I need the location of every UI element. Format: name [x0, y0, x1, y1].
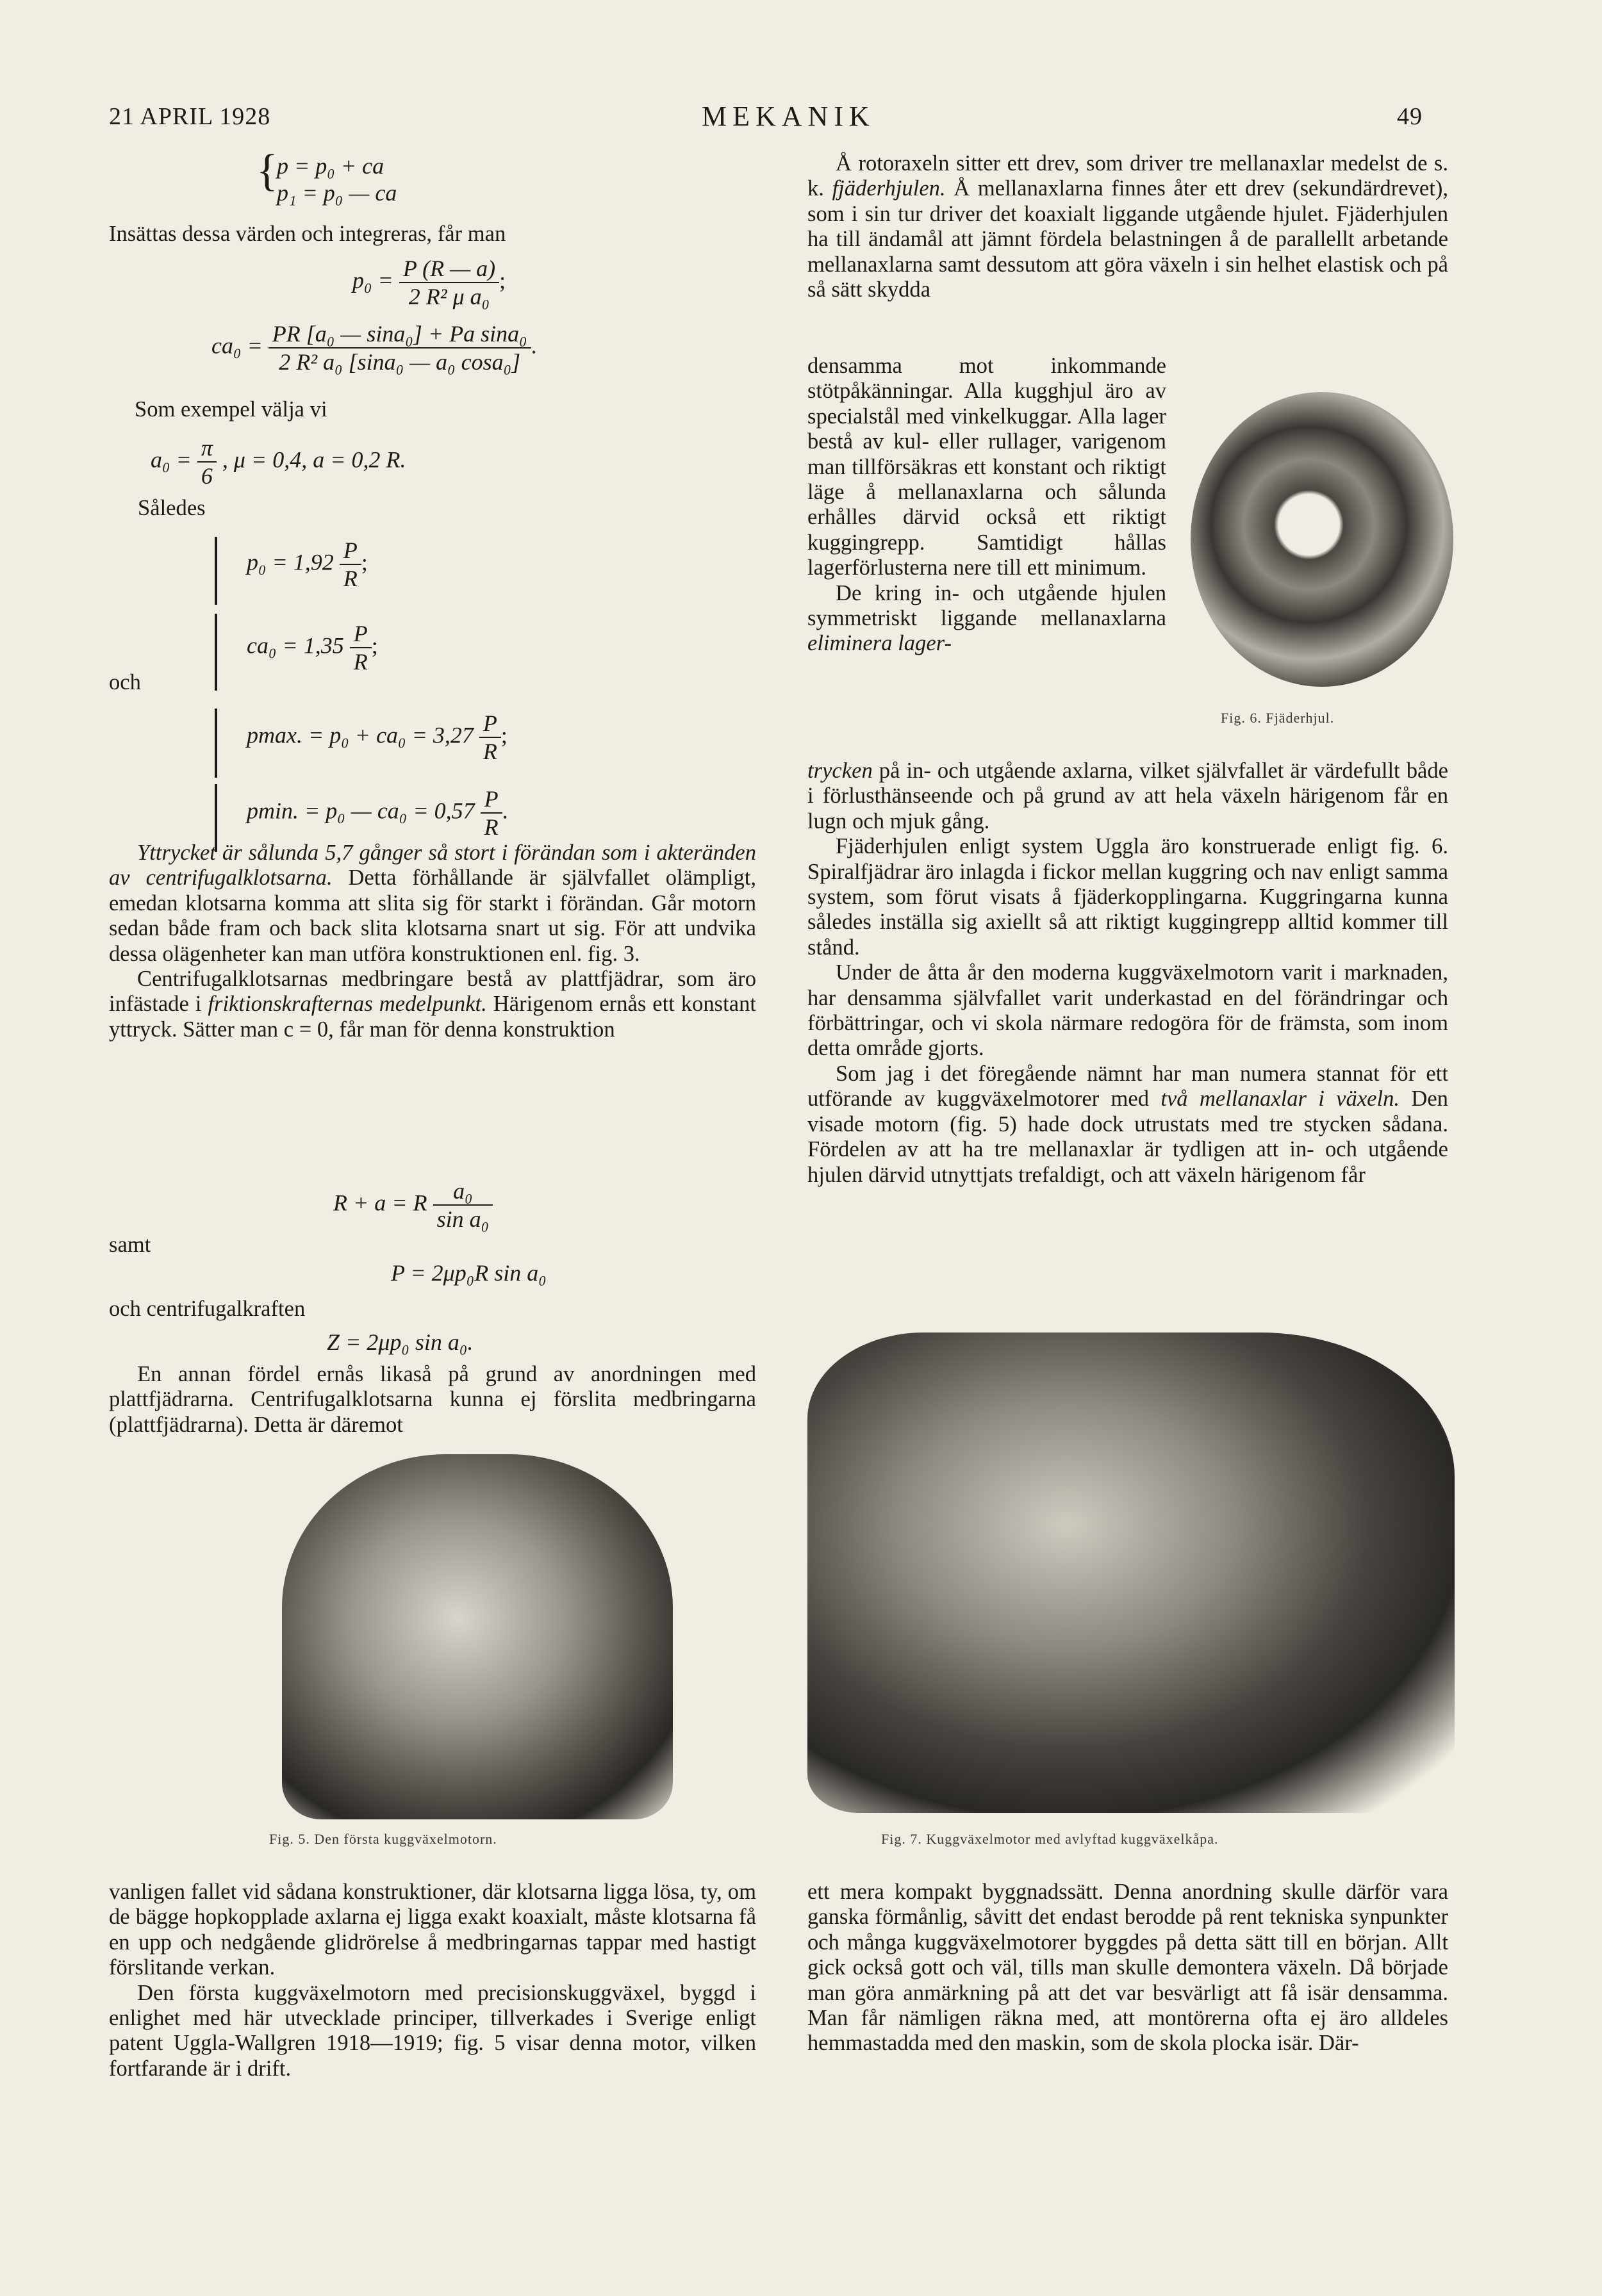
right-text-narrow	[807, 354, 1166, 657]
fig6-gear-photo	[1191, 392, 1453, 687]
r4-P: P	[481, 785, 502, 814]
p0-den: 2 R² μ a₀	[408, 284, 490, 309]
narrow-p1: densamma mot inkommande stötpåkänningar. Alla kugghjul äro av specialstål med vinkelkuggar. Alla lager bestå av kul- eller rullager, varigenom man tillförsäkras ett konstant och riktigt läge å mellanaxlarna och sålunda erhålles därvid också ett riktigt kuggingrepp. Samtidigt hållas lagerförlusterna nere till ett minimum.	[807, 354, 1166, 580]
eqR-lhs: R + a = R	[333, 1190, 427, 1216]
right-text-2	[807, 758, 1448, 1188]
left-text-2	[109, 1362, 756, 1438]
left-text-1	[109, 840, 756, 1042]
fig5-motor-photo	[282, 1454, 673, 1819]
cent-italic: friktionskrafternas medelpunkt.	[208, 992, 487, 1017]
bottom-left-p1: vanligen fallet vid sådana konstruktioner, där klotsarna ligga lösa, ty, om de bägge hopkopplade axlarna ej ligga exakt koaxialt, måste klotsarna få en upp och nedgående glidrörelse å medbringarnas tappar med hastigt förslitande verkan.	[109, 1880, 756, 1980]
trycken-rest: på in- och utgående axlarna, vilket självfallet är värdefullt både i förlusthänseende och på grund av att hela växeln härigenom får en lugn och mjuk gång.	[807, 758, 1448, 833]
eq-r1: p₀ = 1,92 $\frac{P}{R}$ ;	[247, 537, 368, 591]
trycken-italic: trycken	[807, 758, 873, 783]
bracket-bar-2a	[215, 709, 217, 778]
bottom-left-text	[109, 1880, 756, 2081]
ca0-den: 2 R² a₀ [sina₀ — a₀ cosa₀]	[279, 349, 521, 375]
r2-R: R	[353, 649, 368, 675]
samt-label: samt	[109, 1233, 151, 1257]
r3-lhs: pmax. = p₀ + ca₀ = 3,27	[247, 722, 474, 748]
eq-r4: pmin. = p₀ — ca₀ = 0,57 $\frac{P}{R}$ .	[247, 786, 508, 840]
eq-R	[333, 1177, 493, 1233]
rotor-b: Å mellanaxlarna finnes åter ett drev (sekundärdrevet), som i sin tur driver det koaxialt liggande utgående hjulet. Fjäderhjulen ha till ändamål att jämnt fördela belastningen å de parallellt arbetande mellanaxlarna samt dessutom att göra växeln i sin helhet elastisk och på så sätt skydda	[807, 176, 1448, 302]
p0-num: P (R — a)	[399, 255, 499, 283]
narrow-p2-italic: eliminera lager-	[807, 631, 952, 656]
eq-p1: p₁ = p₀ — ca	[277, 180, 397, 206]
som-a: Som jag i det föregående nämnt har man numera stannat för ett utförande av kuggväxelmotorer med	[807, 1061, 1448, 1111]
r1-P: P	[340, 537, 361, 565]
och-centrifugal: och centrifugalkraften	[109, 1297, 306, 1321]
r2-P: P	[350, 620, 372, 648]
ca0-lhs: ca₀ =	[211, 332, 263, 359]
som-b: Den visade motorn (fig. 5) hade dock utrustats med tre stycken sådana. Fördelen av att ha tre mellanaxlar är tydligen att in- och utgående hjulen därvid utnyttjats trefaldigt, och att växeln härigenom får	[807, 1086, 1448, 1187]
fig6-caption: Fig. 6. Fjäderhjul.	[1221, 710, 1335, 726]
fordel-para: En annan fördel ernås likaså på grund av anordningen med plattfjädrarna. Centrifugalklotsarna kunna ej förslita medbringarna (plattfjädrarna). Detta är däremot	[109, 1362, 756, 1437]
eq-p: p = p₀ + ca	[277, 153, 384, 179]
alpha-pi: π	[197, 434, 217, 463]
yttryck-italic: Yttrycket är sålunda 5,7 gånger så stort i förändan som i akteränden av centrifugalklotsarna.	[109, 840, 756, 890]
journal-title: MEKANIK	[702, 101, 875, 132]
alpha-rest: , μ = 0,4, a = 0,2 R.	[222, 447, 406, 473]
cent-b: Härigenom ernås ett konstant yttryck. Sätter man c = 0, får man för denna konstruktion	[109, 992, 756, 1042]
bottom-left-p2: Den första kuggväxelmotorn med precisionskuggväxel, byggd i enlighet med här utvecklade principer, tillverkades i Sverige enligt patent Uggla-Wallgren 1918—1919; fig. 5 visar denna motor, vilken fortfarande är i drift.	[109, 1980, 756, 2081]
fjader-para: Fjäderhjulen enligt system Uggla äro konstruerade enligt fig. 6. Spiralfjädrar äro inlagda i fickor mellan kuggring och nav enligt samma system, som förut visats å fjäderkopplingarna. Kuggringarna kunna således inställa sig axiellt så att riktigt kuggingrepp alltid kommer till stånd.	[807, 834, 1448, 960]
fig5-caption: Fig. 5. Den första kuggväxelmotorn.	[269, 1831, 497, 1847]
p0-lhs: p₀ =	[352, 267, 393, 293]
eq-ca0: ca₀ = $\frac{\text{PR [a₀ — sina₀] + Pa sina₀}}{\text{2 R² a₀ [sina₀ — a₀ cosa₀]}}$ .	[211, 321, 537, 375]
yttryck-rest: Detta förhållande är självfallet olämpligt, emedan klotsarna komma att slita sig för starkt i förändan. Går motorn sedan både fram och back slita klotsarna snart ut sig. För att undvika dessa olägenheter kan man utföra konstruktionen enl. fig. 3.	[109, 865, 756, 966]
eq-P: P = 2μp₀R sin a₀	[391, 1260, 547, 1286]
r1-R: R	[343, 566, 358, 591]
eq-Z: Z = 2μp₀ sin a₀.	[327, 1329, 474, 1355]
header-date: 21 APRIL 1928	[109, 103, 271, 130]
bracket-bar-1b	[215, 614, 217, 691]
r1-lhs: p₀ = 1,92	[247, 549, 334, 575]
fig7-caption: Fig. 7. Kuggväxelmotor med avlyftad kuggväxelkåpa.	[881, 1831, 1219, 1847]
r3-R: R	[483, 739, 497, 764]
right-text-wide	[807, 151, 1448, 302]
r3-P: P	[479, 710, 501, 738]
narrow-p2: De kring in- och utgående hjulen symmetriskt liggande mellanaxlarna	[807, 580, 1166, 631]
eq-r2: ca₀ = 1,35 $\frac{P}{R}$ ;	[247, 621, 378, 675]
eq-p0: p₀ = $\frac{P (R — a)}{\text{2 R² μ a₀}}$ ;	[352, 256, 506, 309]
bottom-right-p1: ett mera kompakt byggnadssätt. Denna anordning skulle därför vara ganska förmånlig, såvitt det endast berodde på rent tekniska synpunkter och många kuggväxelmotorer byggdes på detta sätt till en början. Allt gick också gott och väl, tills man skulle demontera växeln. Då började man göra anmärkning på att det var besvärligt att få isär densamma. Man får nämligen räkna med, att montörerna ofta ej äro alldeles hemmastadda med den maskin, som de skola plocka isär. Där-	[807, 1880, 1448, 2056]
eqR-den: sin a₀	[436, 1206, 490, 1232]
alpha-six: 6	[201, 463, 213, 489]
page-number: 49	[1397, 103, 1423, 130]
eq-alpha	[151, 434, 406, 489]
saledes-label: Således	[138, 496, 206, 520]
rotor-italic: fjäderhjulen.	[832, 176, 946, 201]
example-line: Som exempel välja vi	[135, 397, 327, 422]
rotor-a: Å rotoraxeln sitter ett drev, som driver tre mellanaxlar medelst de s. k.	[807, 151, 1448, 201]
eq-r3: pmax. = p₀ + ca₀ = 3,27 $\frac{P}{R}$ ;	[247, 710, 508, 764]
bracket-bar-1a	[215, 537, 217, 605]
ca0-num: PR [a₀ — sina₀] + Pa sina₀	[268, 320, 531, 348]
cent-a: Centrifugalklotsarnas medbringare bestå av plattfjädrar, som äro infästade i	[109, 967, 756, 1017]
insert-line: Insättas dessa värden och integreras, får man	[109, 222, 506, 246]
och-label: och	[109, 670, 141, 694]
fig7-motor-photo	[807, 1332, 1455, 1813]
som-italic: två mellanaxlar i växeln.	[1160, 1086, 1400, 1111]
bottom-right-text	[807, 1880, 1448, 2056]
eqR-num: a₀	[433, 1177, 493, 1206]
r2-lhs: ca₀ = 1,35	[247, 632, 344, 659]
r4-R: R	[484, 814, 499, 840]
r4-lhs: pmin. = p₀ — ca₀ = 0,57	[247, 798, 475, 824]
under-para: Under de åtta år den moderna kuggväxelmotorn varit i marknaden, har densamma självfallet varit underkastad en del förändringar och förbättringar, och vi skola närmare redogöra för de främsta, som inom detta område gjorts.	[807, 960, 1448, 1061]
alpha-lhs: a₀ =	[151, 447, 192, 473]
